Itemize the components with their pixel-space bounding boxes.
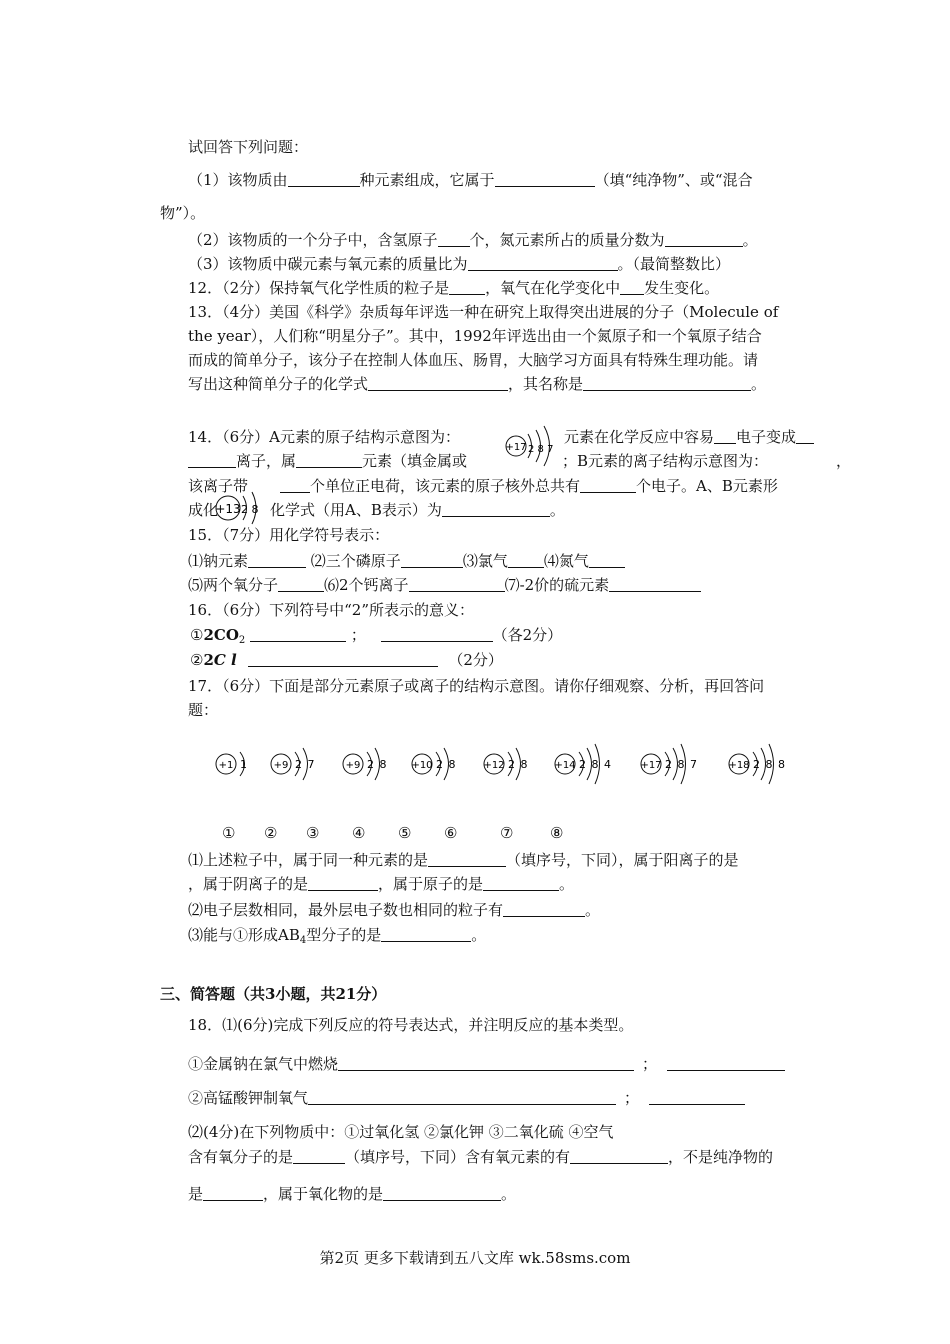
page-footer: 第2页 更多下载请到五八文库 wk.58sms.com (319, 1249, 631, 1267)
q14-line2: 离子，属 元素（填金属或 (188, 451, 467, 471)
q14-line2c: ， (836, 452, 852, 470)
diagram-number: ⑥ (444, 824, 458, 842)
atom-diagram-3 (341, 734, 421, 798)
q18-line3: 含有氧分子的是 （填序号，下同）含有氧元素的有 ，不是纯净物的 (188, 1148, 774, 1166)
answer-blank[interactable] (609, 577, 701, 592)
q15-row2: ⑸两个氧分子 ⑹2个钙离子 ⑺-2价的硫元素 (188, 575, 701, 595)
electron-counts: 2 8 (367, 758, 388, 771)
answer-blank[interactable] (368, 376, 508, 391)
answer-blank[interactable] (280, 478, 310, 493)
nucleus-charge: +17 (640, 760, 662, 771)
nucleus-charge: +9 (345, 760, 361, 771)
nucleus-charge: +18 (728, 760, 750, 771)
answer-blank[interactable] (483, 876, 559, 891)
q17-sub3: ⑶能与①形成$AB_4$型分子的是 。 (188, 926, 487, 946)
atom-a-shells: 2 8 7 (528, 444, 554, 455)
answer-blank[interactable] (495, 172, 595, 187)
answer-blank[interactable] (508, 553, 544, 568)
q17-sub1: ⑴上述粒子中，属于同一种元素的是 （填序号，下同），属于阳离子的是 (188, 851, 739, 869)
answer-blank[interactable] (188, 453, 236, 468)
atom-b-nucleus: +13 (215, 502, 241, 516)
answer-blank[interactable] (296, 453, 362, 468)
electron-counts: 2 8 (436, 758, 457, 771)
atom-diagram-5 (482, 734, 562, 798)
answer-blank[interactable] (381, 927, 471, 942)
answer-blank[interactable] (248, 553, 306, 568)
section-3-heading: 三、简答题（共3小题，共21分） (160, 985, 387, 1003)
answer-blank[interactable] (620, 280, 644, 295)
electron-counts: 2 8 7 (665, 758, 698, 771)
q16: 16．（6分）下列符号中“2”所表示的意义： (188, 601, 475, 619)
q14-line2b: ；B元素的离子结构示意图为： (562, 452, 769, 470)
diagram-number: ① (222, 824, 236, 842)
answer-blank[interactable] (278, 577, 324, 592)
q16-row2: ②2C l （2分） (190, 651, 503, 669)
q13-line1: 13．（4分）美国《科学》杂质每年评选一种在研究上取得突出进展的分子（Molecule of (188, 303, 779, 321)
answer-blank[interactable] (250, 627, 346, 642)
nucleus-charge: +1 (218, 760, 234, 771)
q14-line4: 成化 (188, 501, 219, 519)
answer-blank[interactable] (409, 577, 505, 592)
q17-line2: 题： (188, 701, 219, 719)
q18-line1: 18．⑴(6分)完成下列反应的符号表达式，并注明反应的基本类型。 (188, 1016, 634, 1034)
q11-part3: （3）该物质中碳元素与氧元素的质量比为 。（最简整数比） (188, 255, 731, 273)
answer-blank[interactable] (308, 1090, 616, 1105)
q14-line3: 该离子带 个单位正电荷，该元素的原子核外总共有 个电子。A、B元素形 (188, 477, 778, 495)
electron-counts: 2 8 4 (579, 758, 612, 771)
answer-blank[interactable] (383, 1186, 501, 1201)
answer-blank[interactable] (503, 902, 585, 917)
answer-blank[interactable] (288, 172, 360, 187)
atom-diagram-b (212, 490, 272, 526)
answer-blank[interactable] (580, 478, 636, 493)
answer-blank[interactable] (468, 256, 618, 271)
diagram-number: ⑦ (500, 824, 514, 842)
q14-line4b: 化学式（用A、B表示）为 。 (270, 501, 565, 519)
q18-line4: 是 ，属于氧化物的是 。 (188, 1185, 517, 1203)
q16-row1: $①2CO_2$ ； （各2分） (190, 626, 563, 646)
answer-blank[interactable] (248, 652, 438, 667)
electron-counts: 1 (240, 758, 248, 771)
q18-b: ②高锰酸钾制氧气 ； (188, 1088, 745, 1108)
answer-blank[interactable] (442, 502, 550, 517)
answer-blank[interactable] (449, 280, 485, 295)
q14-line1: 14．（6分）A元素的原子结构示意图为： (188, 428, 460, 446)
answer-blank[interactable] (428, 852, 506, 867)
answer-blank[interactable] (381, 627, 493, 642)
electron-counts: 2 8 (508, 758, 529, 771)
atom-diagram-a (500, 419, 560, 463)
diagram-number: ⑧ (550, 824, 564, 842)
atom-diagram-8 (727, 734, 807, 798)
atom-a-nucleus: +17 (505, 442, 527, 453)
answer-blank[interactable] (665, 232, 743, 247)
q17-sub2: ⑵电子层数相同，最外层电子数也相同的粒子有 。 (188, 901, 601, 919)
answer-blank[interactable] (438, 232, 470, 247)
answer-blank[interactable] (570, 1149, 668, 1164)
answer-blank[interactable] (401, 553, 463, 568)
diagram-number: ③ (306, 824, 320, 842)
diagram-number: ④ (352, 824, 366, 842)
q13-line4: 写出这种简单分子的化学式 ，其名称是 。 (188, 375, 767, 393)
diagram-number: ⑤ (398, 824, 412, 842)
atom-b-shells: 2 8 (241, 503, 259, 516)
answer-blank[interactable] (714, 429, 736, 444)
q15: 15．（7分）用化学符号表示： (188, 526, 390, 544)
q11-part1-cont: 物”）。 (160, 204, 206, 222)
answer-blank[interactable] (589, 553, 625, 568)
nucleus-charge: +9 (273, 760, 289, 771)
nucleus-charge: +10 (411, 760, 433, 771)
diagram-number: ② (264, 824, 278, 842)
answer-blank[interactable] (203, 1186, 263, 1201)
atom-diagram-2 (269, 734, 349, 798)
answer-blank[interactable] (338, 1056, 634, 1071)
q11-part2: （2）该物质的一个分子中，含氢原子 个，氮元素所占的质量分数为 。 (188, 231, 758, 249)
answer-blank[interactable] (583, 376, 751, 391)
q15-row1: ⑴钠元素 ⑵三个磷原子 ⑶氯气 ⑷氮气 (188, 551, 625, 571)
q13-line3: 而成的简单分子，该分子在控制人体血压、肠胃，大脑学习方面具有特殊生理功能。请 (188, 351, 759, 369)
q11-part1: （1）该物质由 种元素组成，它属于 （填“纯净物”、或“混合 (188, 171, 753, 189)
nucleus-charge: +14 (554, 760, 576, 771)
q17-line1: 17．（6分）下面是部分元素原子或离子的结构示意图。请你仔细观察、分析，再回答问 (188, 677, 765, 695)
atom-diagram-6 (553, 734, 633, 798)
nucleus-charge: +12 (483, 760, 505, 771)
electron-counts: 2 7 (295, 758, 316, 771)
q17-sub1-cont: ，属于阴离子的是 ，属于原子的是 。 (188, 875, 575, 893)
answer-blank[interactable] (649, 1090, 745, 1105)
atom-diagram-7 (639, 734, 719, 798)
q18-a: ①金属钠在氯气中燃烧 ； (188, 1054, 785, 1074)
q13-line2: the year），人们称“明星分子”。其中，1992年评选出由一个氮原子和一个氧原子结合 (188, 327, 762, 345)
q18-line2: ⑵(4分)在下列物质中：①过氧化氢 ②氯化钾 ③二氧化硫 ④空气 (188, 1123, 614, 1141)
atom-diagram-4 (410, 734, 490, 798)
answer-blank[interactable] (796, 429, 814, 444)
intro-line: 试回答下列问题： (188, 138, 309, 156)
q12: 12．（2分）保持氧气化学性质的粒子是 ，氧气在化学变化中 发生变化。 (188, 279, 720, 297)
q14-line1b: 元素在化学反应中容易 电子变成 (564, 427, 814, 447)
answer-blank[interactable] (293, 1149, 345, 1164)
answer-blank[interactable] (308, 876, 378, 891)
electron-counts: 2 8 8 (753, 758, 786, 771)
answer-blank[interactable] (667, 1056, 785, 1071)
